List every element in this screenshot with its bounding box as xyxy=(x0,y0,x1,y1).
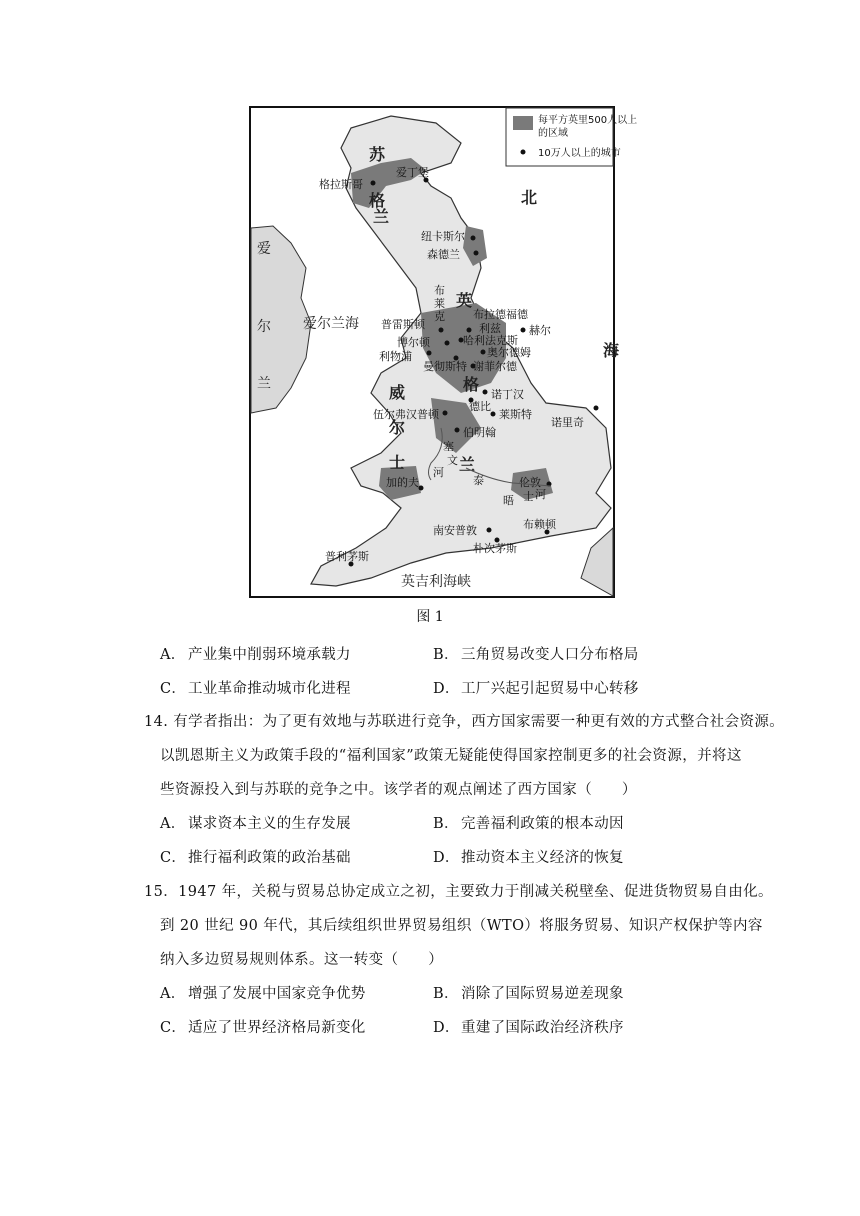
label-ireland-1: 爱 xyxy=(257,241,271,257)
option-text: 工业革命推动城市化进程 xyxy=(188,681,351,697)
option-letter: C． xyxy=(160,850,187,866)
city-dot-bolton xyxy=(445,341,450,346)
label-scotland-3: 兰 xyxy=(373,207,390,226)
city-sheffield: 谢菲尔德 xyxy=(473,360,517,373)
city-derby: 德比 xyxy=(469,400,491,413)
option-text: 工厂兴起引起贸易中心转移 xyxy=(461,681,639,697)
legend-city-dot xyxy=(521,150,526,155)
legend-density-swatch xyxy=(513,116,533,130)
legend-density-text-2: 的区域 xyxy=(538,128,568,139)
q13-option-b[interactable] xyxy=(433,643,639,664)
city-dot-southampton xyxy=(487,528,492,533)
q14-stem-line-3: 些资源投入到与苏联的竞争之中。该学者的观点阐述了西方国家（ ） xyxy=(160,782,637,798)
label-england-1: 英 xyxy=(456,291,473,310)
option-letter: D． xyxy=(433,1020,460,1036)
city-dot-hull xyxy=(521,328,526,333)
city-dot-glasgow xyxy=(371,181,376,186)
q13-option-a[interactable] xyxy=(160,643,351,664)
city-sunderland: 森德兰 xyxy=(427,248,460,261)
q14-option-c[interactable] xyxy=(160,846,351,867)
legend-density-text-1: 每平方英里500人以上 xyxy=(538,115,638,126)
label-thames-2: 晤 xyxy=(503,494,514,507)
city-dot-leicester xyxy=(491,412,496,417)
city-dot-norwich xyxy=(594,406,599,411)
q14-option-b[interactable] xyxy=(433,812,624,833)
q15-option-a[interactable] xyxy=(160,982,366,1003)
label-ireland-2: 尔 xyxy=(257,319,271,335)
city-edinburgh: 爱丁堡 xyxy=(396,166,429,179)
option-text: 产业集中削弱环境承载力 xyxy=(188,647,351,663)
option-letter: B． xyxy=(433,647,459,663)
q15-option-d[interactable] xyxy=(433,1016,624,1037)
city-dot-preston xyxy=(439,328,444,333)
city-dot-liverpool xyxy=(427,351,432,356)
label-wales-1: 威 xyxy=(389,383,406,402)
city-oldham: 奥尔德姆 xyxy=(487,346,531,359)
britain-map xyxy=(251,108,638,596)
city-blackburn-3: 克 xyxy=(434,310,445,323)
label-severn-3: 河 xyxy=(433,466,444,479)
city-leeds: 利兹 xyxy=(479,322,501,335)
label-wales-3: 士 xyxy=(389,453,406,472)
option-letter: D． xyxy=(433,850,460,866)
option-letter: B． xyxy=(433,816,459,832)
city-blackburn-1: 布 xyxy=(434,284,445,297)
option-letter: A． xyxy=(160,986,186,1002)
continent-landmass xyxy=(581,528,613,596)
city-blackburn-2: 莱 xyxy=(434,297,445,310)
label-english-channel: 英吉利海峡 xyxy=(401,574,471,590)
option-letter: C． xyxy=(160,681,187,697)
option-text: 适应了世界经济格局新变化 xyxy=(188,1020,366,1036)
option-text: 推动资本主义经济的恢复 xyxy=(461,850,624,866)
label-scotland-2: 格 xyxy=(369,191,386,210)
city-birmingham: 伯明翰 xyxy=(463,426,496,439)
option-text: 推行福利政策的政治基础 xyxy=(188,850,351,866)
option-letter: D． xyxy=(433,681,460,697)
option-text: 消除了国际贸易逆差现象 xyxy=(461,986,624,1002)
q15-stem-line-2: 到 20 世纪 90 年代，其后续组织世界贸易组织（WTO）将服务贸易、知识产权保护等内容 xyxy=(160,918,763,934)
city-nottingham: 诺丁汉 xyxy=(491,388,524,401)
figure-caption: 图 1 xyxy=(416,609,444,625)
option-text: 增强了发展中国家竞争优势 xyxy=(188,986,366,1002)
label-thames-1: 泰 xyxy=(473,474,484,487)
q15-option-c[interactable] xyxy=(160,1016,366,1037)
city-glasgow: 格拉斯哥 xyxy=(319,178,363,191)
city-bolton: 博尔顿 xyxy=(397,336,430,349)
city-liverpool: 利物浦 xyxy=(379,350,412,363)
city-dot-oldham xyxy=(481,350,486,355)
label-england-3: 兰 xyxy=(459,455,476,474)
label-wales-2: 尔 xyxy=(389,418,406,437)
city-manchester: 曼彻斯特 xyxy=(423,360,467,373)
label-ireland-3: 兰 xyxy=(257,376,271,392)
britain-map-figure xyxy=(249,106,638,598)
q14-stem-line-2: 以凯恩斯主义为政策手段的“福利国家”政策无疑能使得国家控制更多的社会资源，并将这 xyxy=(160,748,742,764)
label-north-sea-2: 海 xyxy=(603,341,620,360)
city-dot-wolverhampton xyxy=(443,411,448,416)
city-preston: 普雷斯顿 xyxy=(381,318,425,331)
city-brighton: 布赖顿 xyxy=(523,518,556,531)
legend-city-text: 10万人以上的城市 xyxy=(538,148,621,159)
q14-option-d[interactable] xyxy=(433,846,624,867)
option-letter: A． xyxy=(160,647,186,663)
label-thames-4: 河 xyxy=(535,488,546,501)
city-plymouth: 普利茅斯 xyxy=(325,550,369,563)
option-text: 三角贸易改变人口分布格局 xyxy=(461,647,639,663)
q13-option-d[interactable] xyxy=(433,677,639,698)
label-scotland-1: 苏 xyxy=(369,145,386,164)
label-thames-3: 士 xyxy=(523,490,534,503)
city-portsmouth: 朴次茅斯 xyxy=(473,542,517,555)
city-dot-cardiff xyxy=(419,486,424,491)
option-letter: B． xyxy=(433,986,459,1002)
city-dot-newcastle xyxy=(471,236,476,241)
city-newcastle: 纽卡斯尔 xyxy=(421,230,465,243)
q14-option-a[interactable] xyxy=(160,812,351,833)
city-dot-birmingham xyxy=(455,428,460,433)
label-england-2: 格 xyxy=(463,375,480,394)
city-southampton: 南安普敦 xyxy=(433,524,477,537)
city-halifax: 哈利法克斯 xyxy=(463,334,518,347)
option-text: 重建了国际政治经济秩序 xyxy=(461,1020,624,1036)
city-dot-nottingham xyxy=(483,390,488,395)
label-severn-2: 文 xyxy=(447,454,458,467)
option-letter: A． xyxy=(160,816,186,832)
city-dot-sunderland xyxy=(474,251,479,256)
city-dot-leeds xyxy=(467,328,472,333)
label-severn-1: 塞 xyxy=(443,440,454,453)
q14-stem-line-1: 14. 有学者指出：为了更有效地与苏联进行竞争，西方国家需要一种更有效的方式整合社会资源。 xyxy=(144,714,785,730)
label-irish-sea: 爱尔兰海 xyxy=(303,316,359,332)
city-norwich: 诺里奇 xyxy=(551,416,584,429)
label-north-sea-1: 北 xyxy=(521,188,538,207)
city-london: 伦敦 xyxy=(519,476,541,489)
city-cardiff: 加的夫 xyxy=(386,476,419,489)
q15-stem-line-3: 纳入多边贸易规则体系。这一转变（ ） xyxy=(160,952,444,968)
city-wolverhampton: 伍尔弗汉普顿 xyxy=(373,408,439,421)
city-bradford: 布拉德福德 xyxy=(473,308,528,321)
q15-option-b[interactable] xyxy=(433,982,624,1003)
q15-stem-line-1: 15．1947 年，关税与贸易总协定成立之初，主要致力于削减关税壁垒、促进货物贸易自由化。 xyxy=(144,884,773,900)
q13-option-c[interactable] xyxy=(160,677,351,698)
option-text: 完善福利政策的根本动因 xyxy=(461,816,624,832)
option-text: 谋求资本主义的生存发展 xyxy=(188,816,351,832)
option-letter: C． xyxy=(160,1020,187,1036)
city-hull: 赫尔 xyxy=(529,324,551,337)
city-leicester: 莱斯特 xyxy=(499,408,532,421)
